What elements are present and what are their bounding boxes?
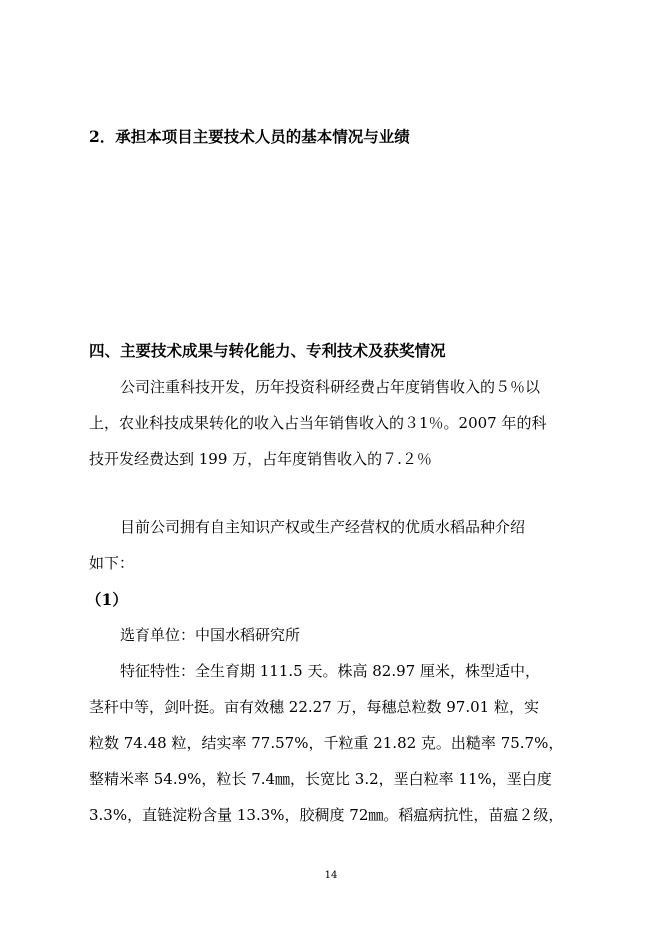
traits-line-1: 特征特性：全生育期 111.5 天。株高 82.97 厘米，株型适中， [120,662,540,680]
intro-line-2: 上，农业科技成果转化的收入占当年销售收入的３1％。2007 年的科 [89,414,547,432]
item-label: （1） [86,590,128,609]
traits-line-4: 整精米率 54.9%，粒长 7.4㎜，长宽比 3.2，垩白粒率 11%，垩白度 [89,770,552,788]
traits-line-3: 粒数 74.48 粒，结实率 77.57%，千粒重 21.82 克。出糙率 75.7%， [89,734,564,752]
traits-line-2: 茎秆中等，剑叶挺。亩有效穗 22.27 万，每穗总粒数 97.01 粒，实 [89,698,539,716]
section-2-heading: 2．承担本项目主要技术人员的基本情况与业绩 [89,127,410,146]
page-number: 14 [324,870,338,881]
breeding-unit: 选育单位：中国水稻研究所 [120,626,301,644]
section-4-heading: 四、主要技术成果与转化能力、专利技术及获奖情况 [89,341,446,360]
varieties-line-2: 如下： [89,554,135,572]
intro-line-3: 技开发经费达到 199 万，占年度销售收入的７.２％ [89,450,432,468]
intro-line-1: 公司注重科技开发，历年投资科研经费占年度销售收入的５％以 [120,378,541,396]
traits-line-5: 3.3%，直链淀粉含量 13.3%，胶稠度 72㎜。稻瘟病抗性，苗瘟２级， [89,806,564,824]
varieties-line-1: 目前公司拥有自主知识产权或生产经营权的优质水稻品种介绍 [120,518,526,536]
